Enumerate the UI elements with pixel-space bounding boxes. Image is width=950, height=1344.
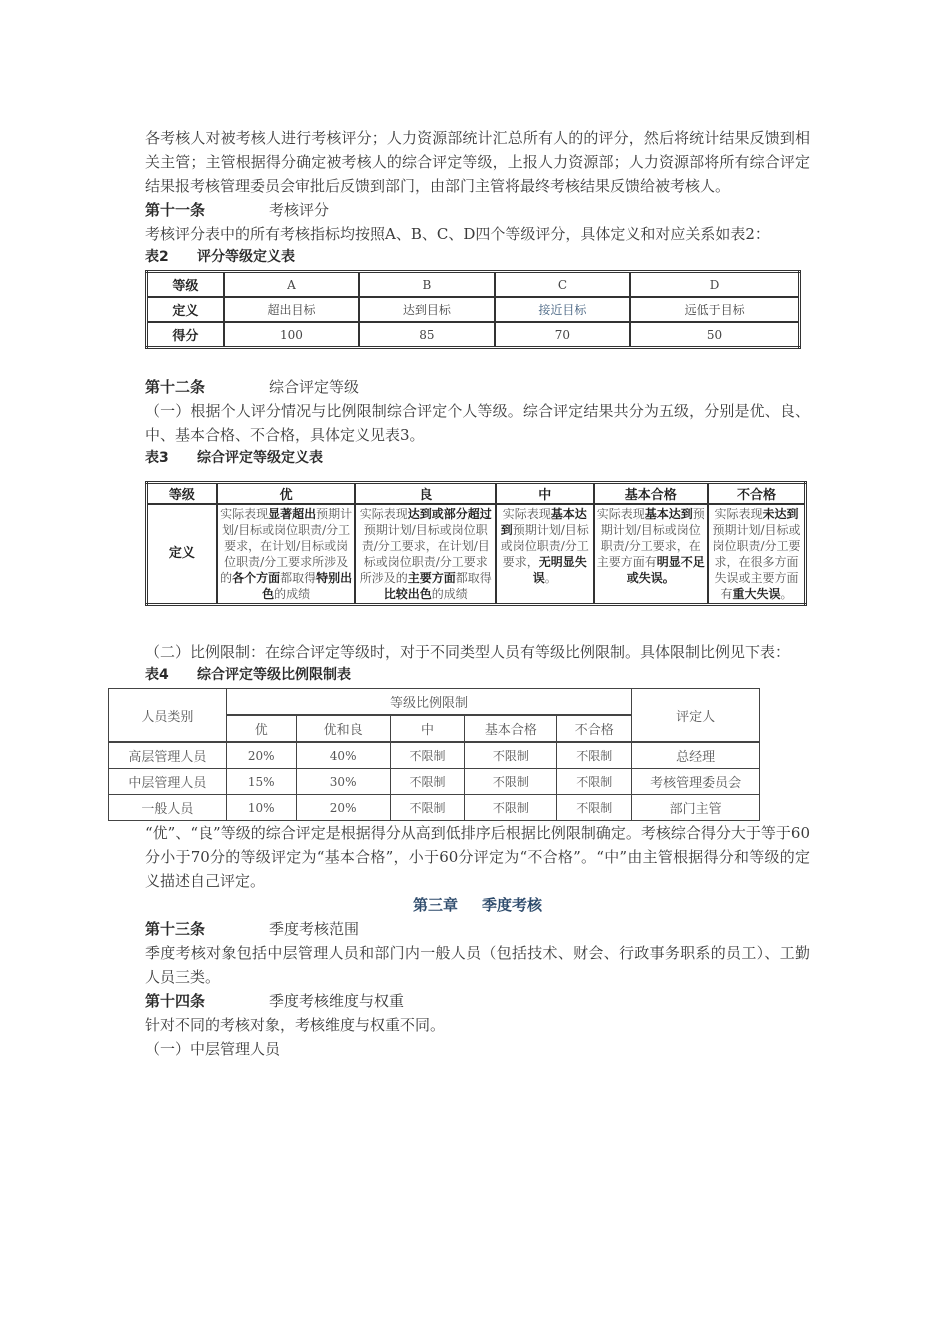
table-cell: 10% — [226, 795, 296, 821]
header-cell: 等级 — [147, 483, 217, 505]
article-title: 综合评定等级 — [269, 378, 360, 396]
table-cell: 不限制 — [557, 769, 632, 795]
table-title: 综合评定等级比例限制表 — [197, 667, 351, 683]
table-cell: 定义 — [147, 297, 224, 322]
header-cell: 不合格 — [557, 715, 632, 742]
table-cell: 20% — [226, 742, 296, 769]
header-cell: 优 — [226, 715, 296, 742]
table-number: 表4 — [145, 667, 169, 683]
header-cell: 基本合格 — [465, 715, 557, 742]
table-row — [109, 795, 760, 821]
table-cell: 不限制 — [390, 742, 465, 769]
table-row — [109, 769, 760, 795]
table4-caption — [145, 664, 810, 686]
table-title: 综合评定等级定义表 — [197, 450, 323, 466]
paragraph-ratio-limits: （二）比例限制：在综合评定等级时，对于不同类型人员有等级比例限制。具体限制比例见下表： — [145, 643, 791, 661]
table-cell: D — [630, 272, 799, 298]
article-title: 考核评分 — [269, 201, 330, 219]
table-cell: 一般人员 — [109, 795, 227, 821]
paragraph-feedback-process: 各考核人对被考核人进行考核评分；人力资源部统计汇总所有人的的评分，然后将统计结果反馈到相关主管；主管根据得分确定被考核人的综合评定等级，上报人力资源部；人力资源部将所有综合评定结果报考核管理委员会审批后反馈到部门，由部门主管将最终考核结果反馈给被考核人。 — [145, 129, 810, 195]
table-cell: 不限制 — [390, 769, 465, 795]
table-row — [147, 272, 800, 298]
header-cell: 优和良 — [296, 715, 390, 742]
paragraph-dimensions: 针对不同的考核对象，考核维度与权重不同。 — [145, 1016, 446, 1034]
table-cell: 考核管理委员会 — [632, 769, 760, 795]
header-cell: 基本合格 — [594, 483, 709, 505]
table-cell: 达到目标 — [359, 297, 494, 322]
table-row — [147, 297, 800, 322]
table-cell: 30% — [296, 769, 390, 795]
article-title: 季度考核范围 — [269, 920, 360, 938]
table-cell: 高层管理人员 — [109, 742, 227, 769]
header-cell: 人员类别 — [109, 689, 227, 743]
grade-ratio-table — [108, 688, 760, 821]
article-number: 第十二条 — [145, 378, 206, 396]
row-label: 定义 — [147, 504, 217, 605]
table-cell: 不限制 — [465, 795, 557, 821]
chapter-title: 季度考核 — [482, 896, 543, 914]
paragraph-scoring: 考核评分表中的所有考核指标均按照A、B、C、D四个等级评分，具体定义和对应关系如表2： — [145, 225, 770, 243]
table2-caption — [145, 246, 810, 268]
table-cell: 得分 — [147, 322, 224, 348]
article-13-heading — [145, 917, 810, 941]
header-cell: 良 — [355, 483, 496, 505]
paragraph-grade-levels: （一）根据个人评分情况与比例限制综合评定个人等级。综合评定结果共分为五级，分别是优、良、中、基本合格、不合格，具体定义见表3。 — [145, 402, 810, 444]
score-grade-table — [145, 270, 801, 349]
table-cell: A — [224, 272, 359, 298]
table3-caption — [145, 447, 810, 469]
definition-cell-fail: 实际表现未达到预期计划/目标或岗位职责/分工要求，在很多方面失误或主要方面有重大失误。 — [708, 504, 805, 605]
table-cell: 超出目标 — [224, 297, 359, 322]
table-cell: B — [359, 272, 494, 298]
table-cell: 等级 — [147, 272, 224, 298]
table-cell: 15% — [226, 769, 296, 795]
article-11-heading — [145, 198, 810, 222]
article-number: 第十四条 — [145, 992, 206, 1010]
definition-cell-excellent: 实际表现显著超出预期计划/目标或岗位职责/分工要求，在计划/目标或岗位职责/分工要求所涉及的各个方面都取得特别出色的成绩 — [217, 504, 356, 605]
table-cell: 40% — [296, 742, 390, 769]
header-cell: 中 — [496, 483, 593, 505]
article-number: 第十一条 — [145, 201, 206, 219]
table-cell: 20% — [296, 795, 390, 821]
header-cell: 优 — [217, 483, 356, 505]
paragraph-ratio-notes: “优”、“良”等级的综合评定是根据得分从高到低排序后根据比例限制确定。考核综合得分大于等于60分小于70分的等级评定为“基本合格”，小于60分评定为“不合格”。“中”由主管根据得分和等级的定义描述自己评定。 — [145, 824, 810, 890]
table-cell: 85 — [359, 322, 494, 348]
header-cell: 评定人 — [632, 689, 760, 743]
table-header-row — [147, 483, 806, 505]
table-cell: 70 — [495, 322, 630, 348]
table-number: 表2 — [145, 249, 169, 265]
table-cell: 远低于目标 — [630, 297, 799, 322]
chapter-number: 第三章 — [412, 896, 458, 914]
table-title: 评分等级定义表 — [197, 249, 295, 265]
table-row — [147, 504, 806, 605]
table-cell: 不限制 — [465, 769, 557, 795]
table-cell: 不限制 — [557, 795, 632, 821]
paragraph-quarterly-scope: 季度考核对象包括中层管理人员和部门内一般人员（包括技术、财会、行政事务职系的员工）、工勤人员三类。 — [145, 944, 810, 986]
table-row — [147, 322, 800, 348]
article-number: 第十三条 — [145, 920, 206, 938]
header-cell: 不合格 — [708, 483, 805, 505]
table-number: 表3 — [145, 450, 169, 466]
chapter-3-heading — [145, 893, 810, 917]
table-cell: C — [495, 272, 630, 298]
document-page — [128, 126, 810, 1061]
table-cell: 不限制 — [557, 742, 632, 769]
article-12-heading — [145, 375, 810, 399]
table-cell: 总经理 — [632, 742, 760, 769]
grade-definition-table — [145, 481, 807, 606]
table-cell: 接近目标 — [495, 297, 630, 322]
table-cell: 50 — [630, 322, 799, 348]
table-cell: 不限制 — [465, 742, 557, 769]
header-cell: 等级比例限制 — [226, 689, 631, 716]
article-title: 季度考核维度与权重 — [269, 992, 405, 1010]
paragraph-middle-managers: （一）中层管理人员 — [145, 1040, 281, 1058]
table-cell: 不限制 — [390, 795, 465, 821]
table-cell: 中层管理人员 — [109, 769, 227, 795]
header-cell: 中 — [390, 715, 465, 742]
definition-cell-good: 实际表现达到或部分超过预期计划/目标或岗位职责/分工要求，在计划/目标或岗位职责/分工要求所涉及的主要方面都取得比较出色的成绩 — [355, 504, 496, 605]
table-row — [109, 742, 760, 769]
definition-cell-basic-pass: 实际表现基本达到预期计划/目标或岗位职责/分工要求，在主要方面有明显不足或失误。 — [594, 504, 709, 605]
article-14-heading — [145, 989, 810, 1013]
table-header-row — [109, 689, 760, 716]
table-cell: 100 — [224, 322, 359, 348]
definition-cell-average: 实际表现基本达到预期计划/目标或岗位职责/分工要求，无明显失误。 — [496, 504, 593, 605]
table-cell: 部门主管 — [632, 795, 760, 821]
